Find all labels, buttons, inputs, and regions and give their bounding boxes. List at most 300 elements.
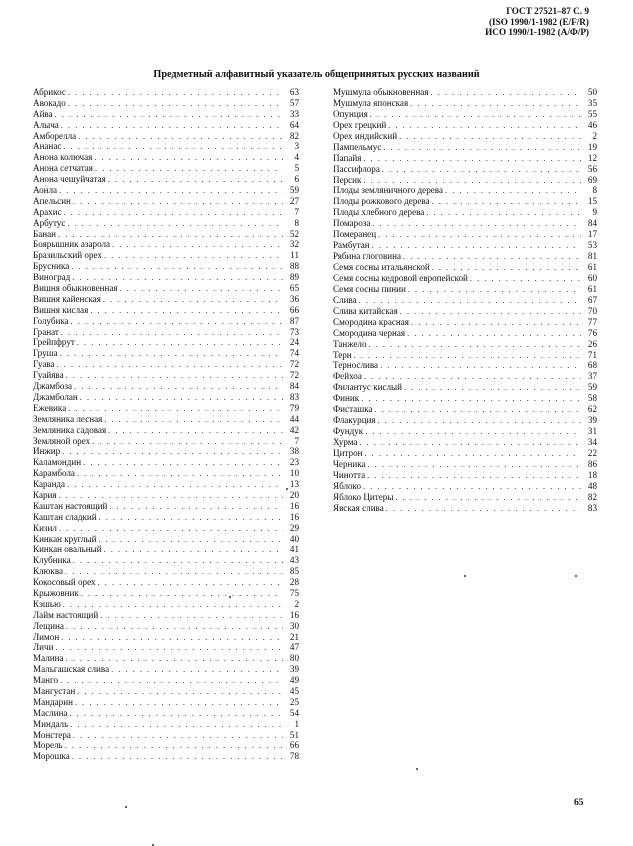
dot-leader xyxy=(95,164,283,175)
dot-leader xyxy=(370,110,581,121)
index-entry xyxy=(33,109,299,120)
index-entry xyxy=(33,621,299,632)
dot-leader xyxy=(61,328,283,339)
entry-name: Земляника лесная xyxy=(33,413,103,424)
dot-leader xyxy=(104,545,283,556)
index-entry xyxy=(33,468,299,479)
entry-name: Помароза xyxy=(333,218,371,229)
dot-leader xyxy=(408,285,581,296)
dot-leader xyxy=(109,502,283,513)
index-entry xyxy=(33,196,299,207)
entry-page: 48 xyxy=(587,480,597,491)
entry-name: Слива китайская xyxy=(333,305,398,316)
entry-page: 71 xyxy=(587,349,597,360)
index-entry xyxy=(333,120,597,131)
index-column-right xyxy=(333,87,597,514)
dot-leader xyxy=(77,687,283,698)
entry-name: Пампельмус xyxy=(333,141,382,152)
index-entry xyxy=(33,555,299,566)
index-entry xyxy=(33,392,299,403)
index-entry xyxy=(33,446,299,457)
entry-name: Гуайява xyxy=(33,370,64,381)
document-header xyxy=(389,6,589,38)
index-entry xyxy=(333,415,597,426)
index-entry xyxy=(33,534,299,545)
index-entry xyxy=(33,642,299,653)
dot-leader xyxy=(72,752,283,763)
entry-name: Терн xyxy=(333,349,352,360)
entry-page: 54 xyxy=(289,707,299,718)
index-entry xyxy=(33,632,299,643)
dot-leader xyxy=(363,482,581,493)
entry-name: Хурма xyxy=(333,437,358,447)
index-entry xyxy=(33,577,299,588)
entry-name: Филантус кислый xyxy=(333,382,403,393)
index-entry xyxy=(33,653,299,664)
index-entry xyxy=(33,294,299,305)
dot-leader xyxy=(73,197,283,208)
entry-name: Опунция xyxy=(333,108,368,119)
entry-name: Джамбоза xyxy=(33,381,73,392)
entry-name: Папайя xyxy=(333,152,362,163)
index-entry xyxy=(33,490,299,501)
index-entry xyxy=(33,599,299,610)
index-entry xyxy=(33,730,299,741)
entry-page: 65 xyxy=(289,283,299,294)
entry-page: 74 xyxy=(289,348,299,359)
entry-name: Орех грецкий xyxy=(333,119,387,130)
entry-page: 42 xyxy=(289,424,299,435)
index-entry xyxy=(333,503,597,514)
dot-leader xyxy=(74,382,283,393)
dot-leader xyxy=(372,241,581,252)
index-entry xyxy=(33,425,299,436)
entry-name: Амборелла xyxy=(33,130,77,141)
entry-name: Орех индийский xyxy=(333,130,398,141)
entry-page: 55 xyxy=(587,108,597,119)
index-entry xyxy=(33,501,299,512)
index-entry xyxy=(33,141,299,152)
scan-speck xyxy=(416,768,418,770)
entry-page: 24 xyxy=(289,337,299,348)
entry-name: Фундук xyxy=(333,426,364,437)
entry-name: Каламондин xyxy=(33,457,82,468)
entry-name: Семя сосны пинии xyxy=(333,283,406,294)
entry-page: 47 xyxy=(289,642,299,653)
dot-leader xyxy=(63,142,283,153)
dot-leader xyxy=(66,622,283,633)
entry-page: 1 xyxy=(294,718,299,729)
dot-leader xyxy=(77,338,283,349)
dot-leader xyxy=(400,307,581,318)
dot-leader xyxy=(410,99,581,110)
entry-name: Кэшью xyxy=(33,598,61,609)
entry-name: Пассифлора xyxy=(333,163,380,174)
index-entry xyxy=(333,404,597,415)
entry-name: Вишня кайенская xyxy=(33,293,101,304)
entry-page: 11 xyxy=(290,250,299,261)
entry-name: Ежевика xyxy=(33,402,67,413)
index-entry xyxy=(333,339,597,350)
entry-page: 67 xyxy=(587,294,597,305)
entry-page: 84 xyxy=(587,218,597,229)
entry-page: 15 xyxy=(587,196,597,207)
entry-page: 34 xyxy=(587,437,597,447)
index-entry xyxy=(33,250,299,261)
entry-page: 27 xyxy=(289,195,299,206)
index-entry xyxy=(33,261,299,272)
index-entry xyxy=(33,229,299,240)
dot-leader xyxy=(81,589,283,600)
entry-page: 9 xyxy=(592,207,597,218)
index-entry xyxy=(333,262,597,273)
index-entry xyxy=(333,164,597,175)
entry-name: Абрикос xyxy=(33,87,66,97)
entry-page: 8 xyxy=(294,217,299,228)
entry-name: Манго xyxy=(33,675,59,686)
scan-speck xyxy=(464,575,466,577)
entry-page: 56 xyxy=(587,163,597,174)
entry-page: 68 xyxy=(587,360,597,371)
dot-leader xyxy=(94,153,283,164)
index-entry xyxy=(333,459,597,470)
entry-page: 50 xyxy=(587,87,597,97)
entry-name: Слива xyxy=(333,294,357,305)
index-entry xyxy=(33,185,299,196)
entry-name: Рамбутан xyxy=(333,240,370,251)
entry-name: Алыча xyxy=(33,119,59,130)
index-entry xyxy=(333,185,597,196)
entry-name: Флакурция xyxy=(333,415,376,426)
entry-name: Крыжовник xyxy=(33,587,79,598)
entry-name: Груша xyxy=(33,348,58,359)
index-entry xyxy=(33,664,299,675)
entry-page: 17 xyxy=(587,229,597,240)
entry-page: 84 xyxy=(289,381,299,392)
dot-leader xyxy=(411,318,581,329)
entry-page: 77 xyxy=(587,316,597,327)
entry-name: Смородина красная xyxy=(333,316,409,327)
entry-page: 16 xyxy=(289,609,299,620)
index-entry xyxy=(33,163,299,174)
entry-page: 29 xyxy=(289,522,299,533)
index-entry xyxy=(33,544,299,555)
index-entry xyxy=(33,523,299,534)
scan-speck xyxy=(575,575,577,577)
entry-name: Кинкан круглый xyxy=(33,533,97,544)
index-entry xyxy=(33,152,299,163)
entry-page: 40 xyxy=(289,533,299,544)
entry-name: Рябина глоговина xyxy=(333,251,402,262)
entry-page: 4 xyxy=(294,152,299,163)
entry-name: Танжело xyxy=(333,338,367,349)
entry-page: 20 xyxy=(289,489,299,500)
dot-leader xyxy=(60,349,283,360)
entry-name: Анона чешуйчатая xyxy=(33,174,106,185)
entry-name: Банан xyxy=(33,228,57,239)
index-entry xyxy=(33,436,299,447)
dot-leader xyxy=(77,469,283,480)
entry-page: 12 xyxy=(587,152,597,163)
entry-page: 2 xyxy=(294,598,299,609)
entry-name: Фисташка xyxy=(333,404,373,415)
entry-page: 28 xyxy=(289,577,299,588)
index-entry xyxy=(33,305,299,316)
entry-name: Вишня обыкновенная xyxy=(33,283,118,294)
dot-leader xyxy=(78,132,283,143)
dot-leader xyxy=(354,351,581,362)
iso-code-cyrillic: ИСО 1990/1-1982 (А/Ф/Р) xyxy=(485,27,589,37)
dot-leader xyxy=(103,295,283,306)
index-entry xyxy=(33,131,299,142)
index-entry xyxy=(333,273,597,284)
entry-name: Морель xyxy=(33,740,63,751)
entry-name: Семя сосны итальянской xyxy=(333,262,430,272)
dot-leader xyxy=(363,154,581,165)
dot-leader xyxy=(73,731,283,742)
entry-name: Анона колючая xyxy=(33,152,93,163)
entry-page: 31 xyxy=(587,426,597,437)
index-entry xyxy=(33,272,299,283)
index-entry xyxy=(33,457,299,468)
dot-leader xyxy=(378,416,581,427)
index-entry xyxy=(33,359,299,370)
entry-page: 3 xyxy=(294,141,299,152)
entry-name: Голубика xyxy=(33,315,69,326)
scan-speck xyxy=(286,488,288,490)
entry-name: Гуава xyxy=(33,359,55,370)
dot-leader xyxy=(388,121,581,132)
index-entry xyxy=(33,381,299,392)
dot-leader xyxy=(75,698,283,709)
index-entry xyxy=(33,708,299,719)
dot-leader xyxy=(361,394,581,405)
entry-name: Анона сетчатая xyxy=(33,163,93,174)
index-entry xyxy=(33,512,299,523)
entry-page: 69 xyxy=(587,174,597,185)
entry-page: 22 xyxy=(587,447,597,458)
entry-name: Чинотта xyxy=(333,469,366,480)
entry-page: 72 xyxy=(289,370,299,381)
index-entry xyxy=(33,98,299,109)
entry-page: 32 xyxy=(289,239,299,250)
dot-leader xyxy=(368,460,581,471)
entry-page: 83 xyxy=(289,391,299,402)
entry-name: Лещина xyxy=(33,620,64,631)
entry-page: 60 xyxy=(587,272,597,283)
dot-leader xyxy=(55,110,283,121)
entry-page: 38 xyxy=(289,446,299,457)
entry-page: 7 xyxy=(294,435,299,446)
entry-page: 16 xyxy=(289,500,299,511)
entry-name: Плоды хлебного дерева xyxy=(333,207,425,218)
entry-page: 52 xyxy=(289,228,299,239)
dot-leader xyxy=(60,676,283,687)
entry-page: 89 xyxy=(289,272,299,283)
index-entry xyxy=(333,131,597,142)
index-entry xyxy=(333,481,597,492)
index-entry xyxy=(333,360,597,371)
dot-leader xyxy=(69,709,283,720)
scan-speck xyxy=(229,596,231,598)
entry-name: Мангустан xyxy=(33,685,76,696)
index-entry xyxy=(333,240,597,251)
index-entry xyxy=(33,239,299,250)
index-entry xyxy=(33,403,299,414)
index-entry xyxy=(33,751,299,762)
index-entry xyxy=(33,337,299,348)
dot-leader xyxy=(70,720,283,731)
dot-leader xyxy=(99,513,283,524)
index-entry xyxy=(33,120,299,131)
entry-name: Морошка xyxy=(33,751,70,762)
entry-page: 8 xyxy=(592,185,597,196)
entry-page: 7 xyxy=(294,206,299,217)
dot-leader xyxy=(404,383,581,394)
scan-speck xyxy=(125,806,127,808)
dot-leader xyxy=(399,132,581,143)
index-entry xyxy=(333,175,597,186)
index-entry xyxy=(33,207,299,218)
entry-name: Апельсин xyxy=(33,195,71,206)
entry-name: Карамбола xyxy=(33,468,75,479)
dot-leader xyxy=(83,458,283,469)
dot-leader xyxy=(66,371,283,382)
entry-page: 41 xyxy=(289,544,299,555)
entry-page: 58 xyxy=(587,393,597,404)
dot-leader xyxy=(383,143,581,154)
dot-leader xyxy=(64,208,283,219)
dot-leader xyxy=(426,208,581,219)
index-entry xyxy=(333,284,597,295)
entry-name: Явская слива xyxy=(333,502,384,513)
entry-page: 80 xyxy=(289,653,299,664)
entry-name: Земляной орех xyxy=(33,435,91,446)
dot-leader xyxy=(120,284,283,295)
entry-page: 83 xyxy=(587,502,597,513)
entry-page: 44 xyxy=(289,413,299,424)
entry-page: 62 xyxy=(587,404,597,415)
dot-leader xyxy=(108,426,283,437)
dot-leader xyxy=(395,493,581,504)
entry-page: 5 xyxy=(294,163,299,174)
index-entry xyxy=(333,109,597,120)
entry-name: Брусника xyxy=(33,261,70,272)
entry-name: Плоды рожкового дерева xyxy=(333,196,430,207)
index-entry xyxy=(33,719,299,730)
entry-name: Кизил xyxy=(33,522,57,533)
entry-page: 61 xyxy=(587,283,597,294)
dot-leader xyxy=(365,427,581,438)
entry-page: 26 xyxy=(587,338,597,349)
index-entry xyxy=(333,196,597,207)
entry-name: Авокадо xyxy=(33,97,66,108)
index-entry xyxy=(333,87,597,98)
dot-leader xyxy=(65,567,283,578)
index-entry xyxy=(333,393,597,404)
dot-leader xyxy=(364,449,581,460)
entry-name: Яблоко Цитеры xyxy=(333,491,394,502)
entry-page: 49 xyxy=(289,675,299,686)
entry-page: 66 xyxy=(289,740,299,751)
dot-leader xyxy=(67,480,283,491)
dot-leader xyxy=(57,360,283,371)
entry-page: 72 xyxy=(289,359,299,370)
index-entry xyxy=(333,295,597,306)
entry-name: Каранда xyxy=(33,479,66,490)
index-entry xyxy=(333,448,597,459)
index-entry xyxy=(33,348,299,359)
entry-page: 13 xyxy=(289,479,299,490)
entry-name: Кария xyxy=(33,489,57,500)
index-entry xyxy=(33,697,299,708)
entry-name: Ананас xyxy=(33,141,62,152)
entry-name: Цитрон xyxy=(333,447,363,458)
entry-name: Тернослива xyxy=(333,360,379,371)
entry-name: Грейпфрут xyxy=(33,337,75,348)
entry-name: Лайм настоящий xyxy=(33,609,99,620)
dot-leader xyxy=(375,405,581,416)
entry-name: Мушмула японская xyxy=(333,97,409,108)
index-entry xyxy=(33,686,299,697)
dot-leader xyxy=(68,99,283,110)
index-entry xyxy=(33,174,299,185)
entry-page: 66 xyxy=(289,304,299,315)
dot-leader xyxy=(386,504,581,515)
entry-name: Кинкан овальный xyxy=(33,544,102,555)
entry-page: 86 xyxy=(587,458,597,469)
dot-leader xyxy=(61,633,283,644)
entry-name: Боярышник азарола xyxy=(33,239,111,250)
entry-name: Финик xyxy=(333,393,360,404)
entry-page: 18 xyxy=(587,469,597,480)
entry-name: Земляника садовая xyxy=(33,424,107,435)
page-number: 65 xyxy=(574,798,584,808)
dot-leader xyxy=(90,306,283,317)
entry-page: 59 xyxy=(587,382,597,393)
dot-leader xyxy=(431,88,581,99)
entry-name: Черника xyxy=(333,458,366,469)
dot-leader xyxy=(470,274,581,285)
entry-name: Миндаль xyxy=(33,718,69,729)
dot-leader xyxy=(68,88,283,99)
index-entry xyxy=(333,306,597,317)
entry-name: Малина xyxy=(33,653,64,664)
entry-page: 45 xyxy=(289,685,299,696)
entry-page: 25 xyxy=(289,696,299,707)
dot-leader xyxy=(367,471,581,482)
dot-leader xyxy=(55,643,283,654)
entry-page: 78 xyxy=(289,751,299,762)
index-entry xyxy=(33,479,299,490)
entry-name: Померанец xyxy=(333,229,377,240)
entry-page: 73 xyxy=(289,326,299,337)
index-entry xyxy=(33,316,299,327)
standard-code: ГОСТ 27521–87 С. 9 xyxy=(506,6,589,16)
entry-name: Лимон xyxy=(33,631,60,642)
entry-page: 33 xyxy=(289,108,299,119)
index-entry xyxy=(33,283,299,294)
entry-name: Каштан настоящий xyxy=(33,500,108,511)
entry-name: Маслина xyxy=(33,707,68,718)
entry-page: 61 xyxy=(587,262,597,272)
entry-name: Клубника xyxy=(33,555,71,566)
dot-leader xyxy=(104,415,283,426)
entry-name: Мальгашская слива xyxy=(33,664,110,675)
dot-leader xyxy=(445,186,581,197)
entry-page: 39 xyxy=(587,415,597,426)
dot-leader xyxy=(62,447,283,458)
